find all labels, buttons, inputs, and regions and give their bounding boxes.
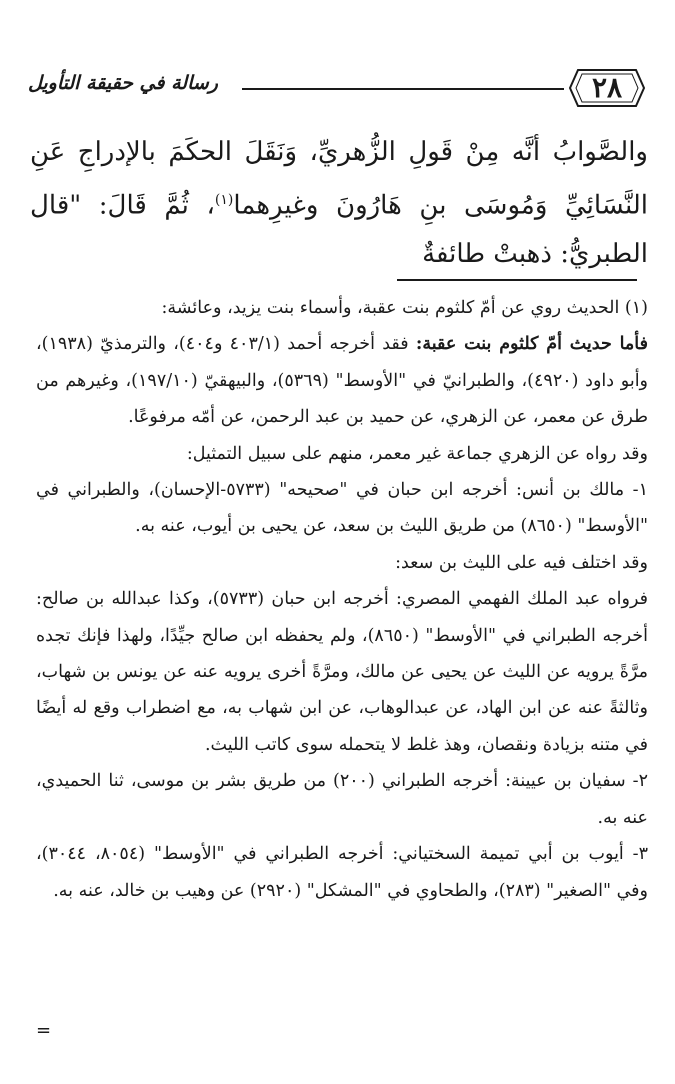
page-number-ornament <box>568 66 646 110</box>
footnote-divider <box>397 279 637 281</box>
page-header <box>28 66 648 114</box>
footnote-p7: ٢- سفيان بن عيينة: أخرجه الطبراني (٢٠٠) من طريق بشر بن موسى، ثنا الحميدي، عنه به. <box>36 771 648 828</box>
page-number: ٢٨ <box>591 71 623 104</box>
main-text-part2: ، ثُمَّ قَالَ: "قال الطبريُّ: ذهبتْ طائفةٌ <box>30 190 648 269</box>
footnote-p2 <box>36 326 648 435</box>
footnote-p2-lead: فأما حديث أمّ كلثوم بنت عقبة: <box>415 334 648 355</box>
running-title: رسالة في حقيقة التأويل <box>28 72 218 94</box>
footnote-ref: (١) <box>214 192 234 208</box>
footnote-p3: وقد رواه عن الزهري جماعة غير معمر، منهم على سبيل التمثيل: <box>186 443 648 464</box>
main-text-part1: والصَّوابُ أنَّه مِنْ قَولِ الزُّهريِّ، وَنَقَلَ الحكَمَ بالإدراجِ عَنِ النَّسَائِيِّ وَمُوسَى بنِ هَارُونَ وغيرِهما <box>30 137 648 221</box>
footnote-p4: ١- مالك بن أنس: أخرجه ابن حبان في "صحيحه" (٥٧٣٣-الإحسان)، والطبراني في "الأوسط" (٨٦٥٠) من طريق الليث بن سعد، عن يحيى بن أيوب، عنه به. <box>36 480 648 537</box>
footnotes <box>36 290 648 909</box>
footnote-p2-text: فقد أخرجه أحمد (٤٠٣/١ و٤٠٤)، والترمذيّ (١٩٣٨)، وأبو داود (٤٩٢٠)، والطبرانيّ في "الأوسط" (٥٣٦٩)، والبيهقيّ (١٩٧/١٠)، وغيرهم من طرق عن معمر، عن الزهري، عن حميد بن عبد الرحمن، عن أمّه مرفوعًا. <box>36 334 649 428</box>
footnote-p1: (١) الحديث روي عن أمّ كلثوم بنت عقبة، وأسماء بنت يزيد، وعائشة: <box>161 298 648 318</box>
continuation-mark: = <box>36 1020 52 1041</box>
footnote-p5: وقد اختلف فيه على الليث بن سعد: <box>395 552 648 573</box>
main-paragraph <box>30 128 648 278</box>
main-text <box>30 128 648 278</box>
footnote-p8: ٣- أيوب بن أبي تميمة السختياني: أخرجه الطبراني في "الأوسط" (٨٠٥٤، ٣٠٤٤)، وفي "الصغير" (٢٨٣)، والطحاوي في "المشكل" (٢٩٢٠) عن وهيب بن خالد، عنه به. <box>36 844 648 901</box>
footnote-p6: فرواه عبد الملك الفهمي المصري: أخرجه ابن حبان (٥٧٣٣)، وكذا عبدالله بن صالح: أخرجه الطبراني في "الأوسط" (٨٦٥٠)، ولم يحفظه ابن صالح جيِّدًا، ولهذا فإنك تجده مرَّةً يرويه عن الليث عن يحيى عن مالك، ومرَّةً أخرى يرويه عنه عن يونس بن شهاب، وثالثةً عنه عن ابن الهاد، عن عبدالوهاب، عن ابن شهاب به، مع اضطراب وقع له أيضًا في متنه بزيادة ونقصان، وهذ غلط لا يتحمله سوى كاتب الليث. <box>36 589 648 755</box>
header-rule <box>242 88 564 90</box>
